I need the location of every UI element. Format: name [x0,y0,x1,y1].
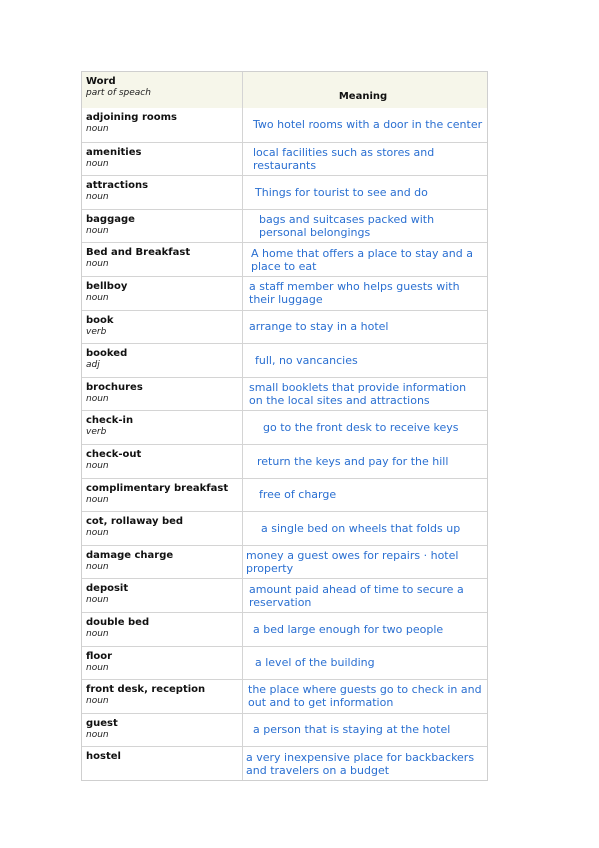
part-of-speech: noun [86,561,109,572]
meaning-cell: small booklets that provide information on the local sites and attractions [249,381,467,408]
word-cell [82,546,243,579]
vocabulary-term: bellboy [86,280,128,292]
word-cell [82,176,243,209]
word-cell [82,243,243,276]
meaning-cell: go to the front desk to receive keys [263,421,459,435]
meaning-cell: full, no vancancies [255,353,358,367]
part-of-speech: noun [86,696,109,707]
part-of-speech: adj [86,360,100,371]
table-row [82,108,487,142]
vocabulary-term: booked [86,348,128,360]
meaning-cell: a bed large enough for two people [253,622,444,636]
vocabulary-term: complimentary breakfast [86,482,229,494]
table-row [82,276,487,310]
word-cell [82,378,243,411]
vocabulary-term: attractions [86,180,149,192]
meaning-cell: A home that offers a place to stay and a place to eat [251,246,473,273]
vocabulary-term: damage charge [86,549,174,561]
table-row [82,578,487,612]
meaning-cell: the place where guests go to check in and out and to get information [248,683,482,710]
table-row [82,310,487,344]
vocabulary-term: front desk, reception [86,684,206,696]
part-of-speech: noun [86,460,109,471]
part-of-speech: noun [86,494,109,505]
vocabulary-term: guest [86,717,118,729]
table-row [82,478,487,512]
word-cell [82,143,243,176]
part-of-speech: noun [86,292,109,303]
vocabulary-term: cot, rollaway bed [86,516,184,528]
vocabulary-term: brochures [86,381,143,393]
table-row [82,343,487,377]
part-of-speech: noun [86,628,109,639]
vocabulary-term: hostel [86,751,121,763]
part-of-speech: noun [86,595,109,606]
header-meaning: Meaning [338,90,388,102]
meaning-cell: bags and suitcases packed with personal belongings [259,213,435,240]
part-of-speech: verb [86,427,107,438]
part-of-speech: noun [86,225,109,236]
word-cell [82,108,243,142]
part-of-speech: verb [86,326,107,337]
part-of-speech: noun [86,124,109,134]
table-row [82,746,487,780]
word-cell [82,411,243,444]
vocabulary-table [81,71,488,781]
word-cell [82,277,243,310]
header-part-of-speech: part of speach [86,88,151,98]
word-cell [82,714,243,747]
part-of-speech: noun [86,393,109,404]
part-of-speech: noun [86,158,109,169]
meaning-cell: a person that is staying at the hotel [253,723,451,737]
table-row [82,679,487,713]
vocabulary-term: floor [86,650,113,662]
part-of-speech: noun [86,259,109,270]
word-cell [82,479,243,512]
meaning-cell: Two hotel rooms with a door in the center [253,118,483,132]
meaning-cell: return the keys and pay for the hill [257,454,449,468]
table-row [82,410,487,444]
table-row [82,377,487,411]
table-row [82,209,487,243]
word-cell [82,311,243,344]
vocabulary-term: Bed and Breakfast [86,247,191,259]
word-cell [82,210,243,243]
meaning-cell: local facilities such as stores and restaurants [253,145,435,172]
table-row [82,511,487,545]
header-word: Word [86,76,116,87]
word-cell [82,747,243,780]
meaning-cell: a single bed on wheels that folds up [261,521,461,535]
table-row [82,242,487,276]
table-body [82,108,487,780]
word-cell [82,647,243,680]
vocabulary-term: book [86,314,114,326]
table-row [82,545,487,579]
vocabulary-term: deposit [86,583,129,595]
meaning-cell: amount paid ahead of time to secure a reservation [249,582,464,609]
word-cell [82,613,243,646]
word-cell [82,512,243,545]
header-word-cell [82,72,243,108]
part-of-speech: noun [86,729,109,740]
word-cell [82,344,243,377]
part-of-speech: noun [86,528,109,539]
table-row [82,612,487,646]
meaning-cell: a staff member who helps guests with their luggage [249,280,460,307]
word-cell [82,680,243,713]
table-row [82,142,487,176]
table-row [82,444,487,478]
part-of-speech: noun [86,192,109,203]
meaning-cell: free of charge [259,488,337,502]
table-header-row [82,72,487,108]
meaning-cell: Things for tourist to see and do [255,185,428,199]
word-cell [82,579,243,612]
table-row [82,175,487,209]
vocabulary-term: check-out [86,448,142,460]
meaning-cell: a level of the building [255,656,375,670]
meaning-cell: a very inexpensive place for backbackers and travelers on a budget [246,750,475,777]
vocabulary-term: baggage [86,213,135,225]
table-row [82,713,487,747]
vocabulary-term: amenities [86,146,142,158]
meaning-cell: money a guest owes for repairs · hotel property [246,549,459,576]
vocabulary-term: double bed [86,616,150,628]
vocabulary-term: adjoining rooms [86,112,177,123]
meaning-cell: arrange to stay in a hotel [249,320,389,334]
vocabulary-term: check-in [86,415,134,427]
word-cell [82,445,243,478]
part-of-speech: noun [86,662,109,673]
table-row [82,646,487,680]
